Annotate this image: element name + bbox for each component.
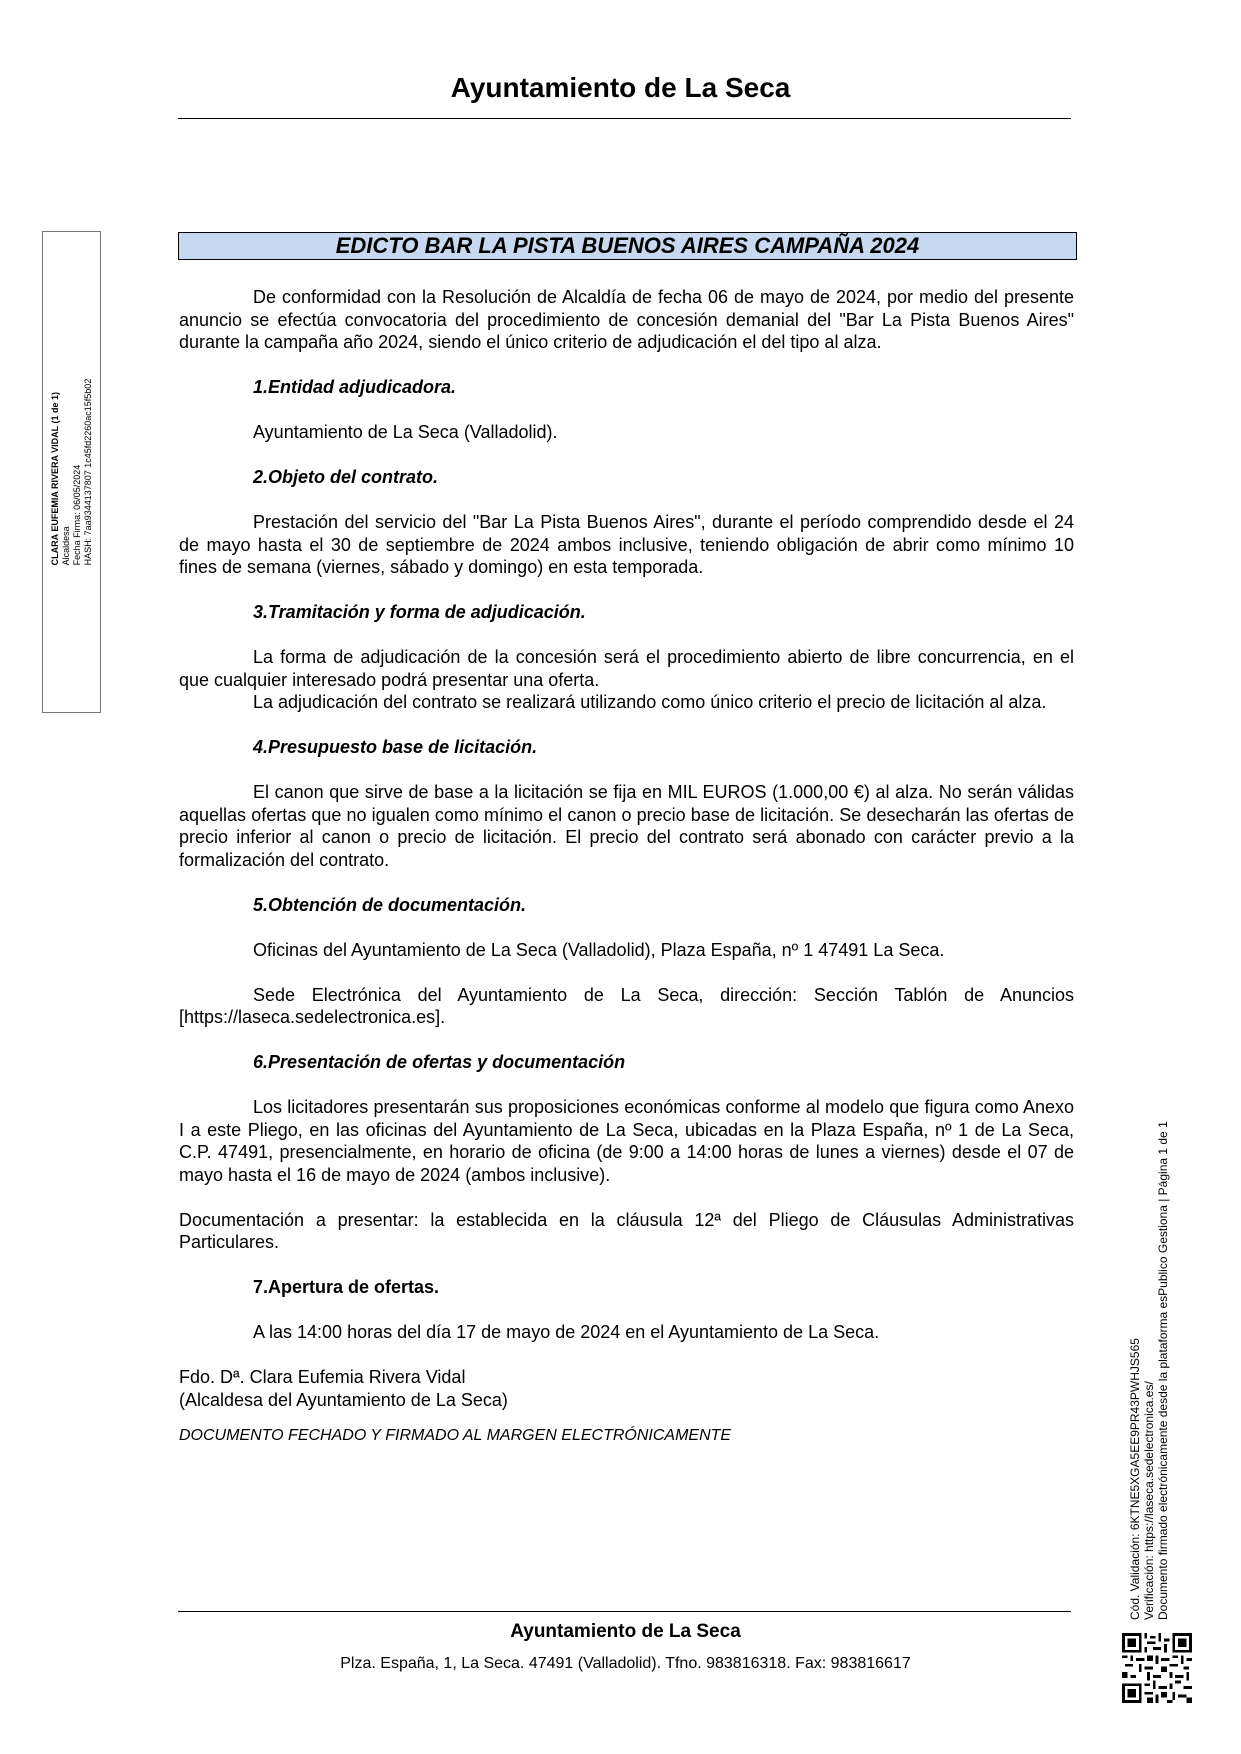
section-1-heading: 1.Entidad adjudicadora.	[253, 377, 457, 397]
section-6-text-2: Documentación a presentar: la establecida en la cláusula 12ª del Pliego de Cláusulas Administrativas Particulares.	[179, 1209, 1074, 1252]
signature-line-2: (Alcaldesa del Ayuntamiento de La Seca)	[179, 1389, 508, 1410]
footer-title: Ayuntamiento de La Seca	[510, 1621, 741, 1642]
section-7-heading: 7.Apertura de ofertas.	[253, 1277, 440, 1297]
verification-margin-text	[1128, 1121, 1170, 1620]
footer-divider	[178, 1611, 1071, 1612]
document-body	[179, 286, 1074, 1448]
section-3-heading: 3.Tramitación y forma de adjudicación.	[253, 602, 586, 622]
footer-address: Plza. España, 1, La Seca. 47491 (Valladolid). Tfno. 983816318. Fax: 983816617	[340, 1655, 911, 1672]
signature-stamp-text	[50, 379, 94, 566]
validation-code: Cód. Validación: 6KTNE5XGA5EE9PR43PWHJS565	[1128, 1338, 1142, 1620]
page-header-title: Ayuntamiento de La Seca	[450, 72, 791, 103]
section-4-text: El canon que sirve de base a la licitación se fija en MIL EUROS (1.000,00 €) al alza. No serán válidas aquellas ofertas que no igualen como mínimo el canon o precio base de licitación. Se desecharán las ofertas de precio inferior al canon o precio de licitación. El precio del contrato será abonado con carácter previo a la formalización del contrato.	[179, 782, 1074, 870]
section-4-heading: 4.Presupuesto base de licitación.	[253, 737, 538, 757]
section-5-text-1: Oficinas del Ayuntamiento de La Seca (Valladolid), Plaza España, nº 1 47491 La Seca.	[253, 939, 945, 960]
qr-code-icon	[1122, 1633, 1192, 1703]
section-3-text-1: La forma de adjudicación de la concesión será el procedimiento abierto de libre concurrencia, en el que cualquier interesado podrá presentar una oferta.	[179, 647, 1074, 690]
signed-electronically-note: DOCUMENTO FECHADO Y FIRMADO AL MARGEN ELECTRÓNICAMENTE	[179, 1427, 732, 1444]
section-1-text: Ayuntamiento de La Seca (Valladolid).	[253, 422, 558, 442]
document-title: EDICTO BAR LA PISTA BUENOS AIRES CAMPAÑA 2024	[178, 232, 1077, 260]
section-2-text: Prestación del servicio del "Bar La Pista Buenos Aires", durante el período comprendido desde el 24 de mayo hasta el 30 de septiembre de 2024 ambos inclusive, teniendo obligación de abrir como mínimo 10 fines de semana (viernes, sábado y domingo) en esta temporada.	[179, 512, 1074, 577]
signature-stamp	[42, 231, 101, 713]
signer-role: Alcaldesa	[60, 526, 71, 566]
verification-url: Verificación: https://laseca.sedelectronica.es/	[1142, 1381, 1156, 1620]
header-divider	[178, 118, 1071, 119]
platform-note: Documento firmado electrónicamente desde la plataforma esPublico Gestiona | Página 1 de 1	[1156, 1121, 1170, 1620]
section-3-text-2: La adjudicación del contrato se realizará utilizando como único criterio el precio de licitación al alza.	[253, 692, 1047, 712]
signer-name: CLARA EUFEMIA RIVERA VIDAL (1 de 1)	[49, 391, 60, 566]
signature-date: Fecha Firma: 06/05/2024	[71, 464, 82, 566]
signature-hash: HASH: 7aa9344137807 1c45fd2260ac15f5b02	[82, 378, 93, 566]
section-5-text-2: Sede Electrónica del Ayuntamiento de La Seca, dirección: Sección Tablón de Anuncios [https://laseca.sedelectronica.es].	[179, 984, 1074, 1027]
intro-paragraph: De conformidad con la Resolución de Alcaldía de fecha 06 de mayo de 2024, por medio del presente anuncio se efectúa convocatoria del procedimiento de concesión demanial del "Bar La Pista Buenos Aires" durante la campaña año 2024, siendo el único criterio de adjudicación el del tipo al alza.	[179, 287, 1074, 352]
section-6-heading: 6.Presentación de ofertas y documentación	[253, 1052, 626, 1072]
signature-line-1: Fdo. Dª. Clara Eufemia Rivera Vidal	[179, 1367, 466, 1387]
section-7-text: A las 14:00 horas del día 17 de mayo de 2024 en el Ayuntamiento de La Seca.	[253, 1322, 880, 1342]
section-5-heading: 5.Obtención de documentación.	[253, 894, 527, 915]
section-6-text-1: Los licitadores presentarán sus proposiciones económicas conforme al modelo que figura como Anexo I a este Pliego, en las oficinas del Ayuntamiento de La Seca, ubicadas en la Plaza España, nº 1 de La Seca, C.P. 47491, presencialmente, en horario de oficina (de 9:00 a 14:00 horas de lunes a viernes) desde el 07 de mayo hasta el 16 de mayo de 2024 (ambos inclusive).	[179, 1097, 1074, 1185]
section-2-heading: 2.Objeto del contrato.	[253, 467, 439, 487]
